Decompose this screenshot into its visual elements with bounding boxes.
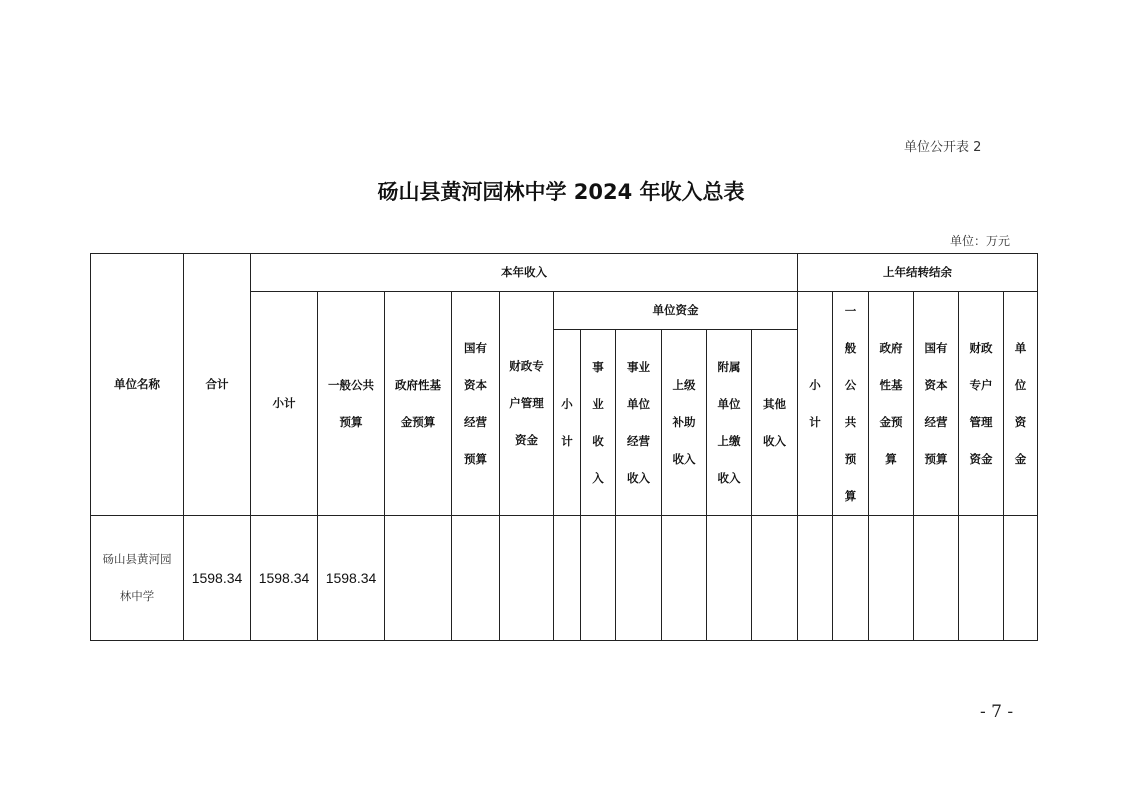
header-prior-fiscal-special-fund-text: 财政专户管理资金	[969, 340, 993, 466]
cell-prior-state-capital-budget	[914, 516, 959, 641]
header-uf-superior-subsidy-text: 上级补助收入	[672, 378, 696, 466]
header-uf-subtotal-text: 小计	[561, 396, 573, 448]
cell-total: 1598.34	[184, 516, 251, 641]
header-prior-gov-fund-budget	[869, 292, 914, 516]
page-title: 砀山县黄河园林中学 2024 年收入总表	[377, 180, 745, 204]
header-prior-gov-fund-budget-text: 政府性基金预算	[879, 340, 903, 466]
header-prior-state-capital-budget-text: 国有资本经营预算	[924, 340, 948, 466]
cell-state-capital-budget	[452, 516, 500, 641]
header-prior-subtotal	[798, 292, 833, 516]
header-uf-other-income-text: 其他收入	[763, 396, 786, 448]
header-unit-funds: 单位资金	[554, 292, 798, 330]
cell-unit-name	[91, 516, 184, 641]
cell-unit-name-text: 砀山县黄河园林中学	[102, 552, 172, 603]
header-uf-operating-income-text: 事业单位经营收入	[627, 359, 650, 485]
header-prior-state-capital-budget	[914, 292, 959, 516]
income-table	[90, 253, 1038, 641]
header-cur-subtotal: 小计	[251, 292, 318, 516]
cell-prior-subtotal	[798, 516, 833, 641]
header-cur-general-budget	[318, 292, 385, 516]
header-uf-affiliated-remittance	[707, 330, 752, 516]
header-uf-other-income	[752, 330, 798, 516]
cell-uf-superior-subsidy	[662, 516, 707, 641]
header-prior-subtotal-text: 小计	[809, 377, 821, 429]
cell-uf-subtotal	[554, 516, 581, 641]
cell-prior-general-budget	[833, 516, 869, 641]
cell-subtotal: 1598.34	[251, 516, 318, 641]
header-unit-name: 单位名称	[91, 254, 184, 516]
cell-prior-unit-funds	[1004, 516, 1038, 641]
cell-prior-gov-fund-budget	[869, 516, 914, 641]
header-uf-business-income	[581, 330, 616, 516]
header-prior-unit-funds	[1004, 292, 1038, 516]
header-prior-year-balance: 上年结转结余	[798, 254, 1038, 292]
cell-fiscal-special-fund	[500, 516, 554, 641]
cell-uf-business-income	[581, 516, 616, 641]
header-prior-general-budget	[833, 292, 869, 516]
header-prior-fiscal-special-fund	[959, 292, 1004, 516]
header-uf-subtotal	[554, 330, 581, 516]
header-cur-fiscal-special-fund	[500, 292, 554, 516]
header-total: 合计	[184, 254, 251, 516]
cell-prior-fiscal-special-fund	[959, 516, 1004, 641]
unit-note: 单位：万元	[950, 234, 1011, 248]
header-cur-state-capital-budget-text: 国有资本经营预算	[464, 340, 487, 466]
cell-gov-fund-budget	[385, 516, 452, 641]
header-cur-general-budget-text: 一般公共预算	[328, 377, 374, 429]
header-cur-fiscal-special-fund-text: 财政专户管理资金	[509, 359, 544, 447]
cell-uf-other-income	[752, 516, 798, 641]
header-uf-business-income-text: 事业收入	[592, 359, 604, 485]
table-row	[91, 516, 1038, 641]
header-prior-unit-funds-text: 单位资金	[1014, 340, 1027, 466]
cell-general-budget: 1598.34	[318, 516, 385, 641]
header-prior-general-budget-text: 一般公共预算	[844, 303, 857, 503]
page-number: - 7 -	[980, 702, 1014, 722]
cell-uf-operating-income	[616, 516, 662, 641]
header-uf-superior-subsidy	[662, 330, 707, 516]
header-current-year-income: 本年收入	[251, 254, 798, 292]
header-cur-state-capital-budget	[452, 292, 500, 516]
header-cur-gov-fund-budget	[385, 292, 452, 516]
header-uf-affiliated-remittance-text: 附属单位上缴收入	[717, 359, 741, 485]
header-cur-gov-fund-budget-text: 政府性基金预算	[395, 377, 441, 429]
cell-uf-affiliated-remittance	[707, 516, 752, 641]
header-uf-operating-income	[616, 330, 662, 516]
form-number: 单位公开表 2	[904, 140, 982, 155]
